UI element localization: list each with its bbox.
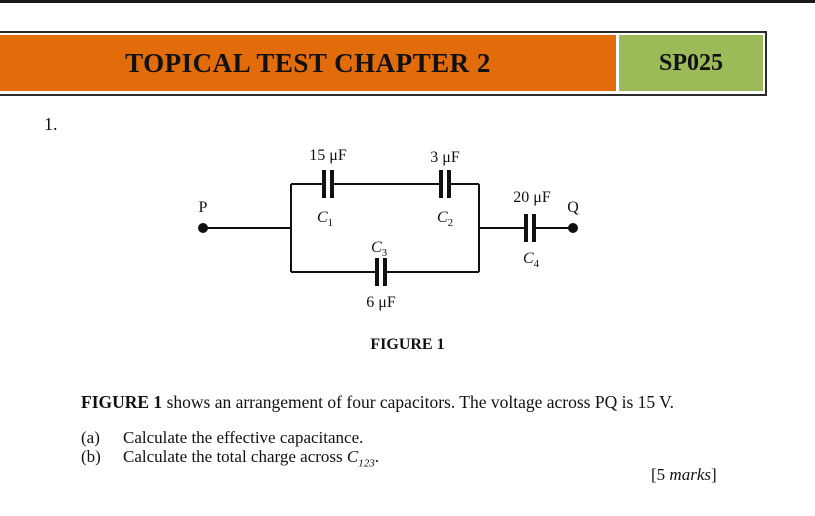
marks-close: ]: [710, 465, 717, 484]
marks-allocation: [651, 465, 717, 485]
part-b-symbol: C: [346, 447, 359, 466]
question-stem: [81, 392, 674, 413]
question-number: 1.: [44, 114, 58, 134]
part-b: [81, 447, 379, 469]
capacitor-c2-plate-left: [439, 170, 443, 198]
part-b-label: (b): [81, 447, 101, 466]
part-b-end: .: [374, 447, 379, 466]
c4-value: 20 μF: [513, 189, 551, 206]
terminal-p-dot: [198, 223, 208, 233]
stem-text: shows an arrangement of four capacitors. The voltage across PQ is 15 V.: [162, 392, 674, 412]
part-a-label: (a): [81, 428, 100, 447]
part-b-subscript: 123: [358, 457, 375, 470]
header-title: TOPICAL TEST CHAPTER 2: [0, 35, 616, 91]
marks-open: [5: [651, 465, 670, 484]
c2-value: 3 μF: [430, 149, 460, 166]
c1-value: 15 μF: [309, 147, 347, 164]
c2-symbol: $C_2$: [437, 209, 454, 229]
part-a-text: Calculate the effective capacitance.: [123, 428, 364, 447]
terminal-p-label: P: [198, 199, 208, 216]
c3-symbol: $C_3$: [371, 239, 388, 259]
c1-symbol: $C_1$: [317, 209, 334, 229]
capacitor-c2-plate-right: [447, 170, 451, 198]
stem-figure-ref: FIGURE 1: [81, 392, 163, 412]
capacitor-c3-plate-right: [383, 258, 387, 286]
capacitor-c1-plate-left: [322, 170, 326, 198]
capacitor-c4-plate-right: [532, 214, 536, 242]
marks-word: marks: [669, 465, 711, 484]
capacitor-c1-plate-right: [330, 170, 334, 198]
capacitor-c3-plate-left: [375, 258, 379, 286]
c3-value: 6 μF: [366, 294, 396, 311]
part-b-text: Calculate the total charge across: [123, 447, 347, 466]
course-code: SP025: [619, 35, 763, 91]
figure-caption: FIGURE 1: [370, 336, 445, 353]
terminal-q-dot: [568, 223, 578, 233]
part-a: [81, 428, 363, 448]
terminal-q-label: Q: [567, 199, 579, 216]
c4-symbol: $C_4$: [523, 250, 540, 270]
capacitor-c4-plate-left: [524, 214, 528, 242]
